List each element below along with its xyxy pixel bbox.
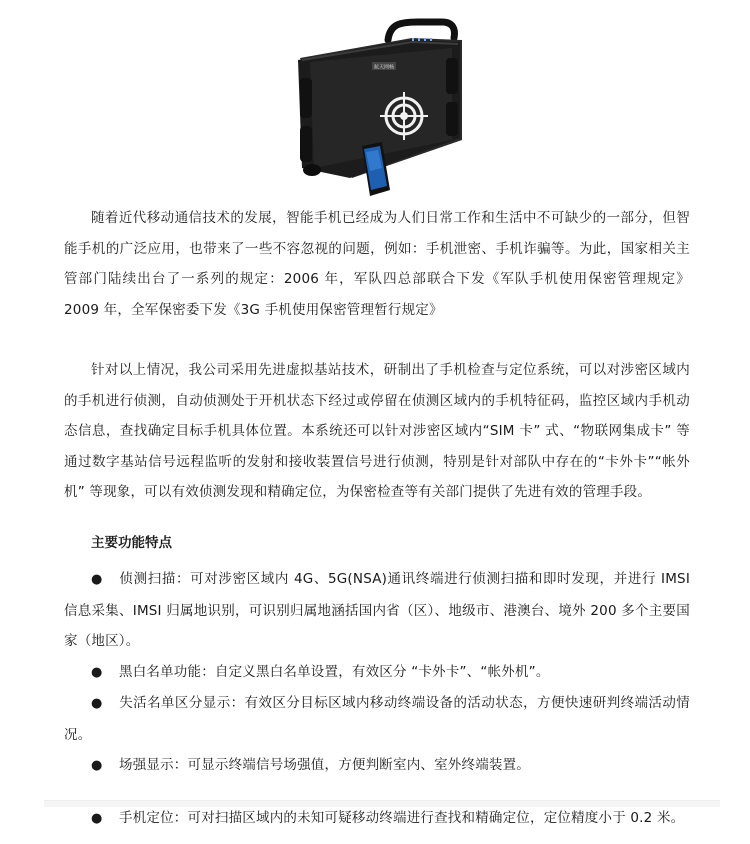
feature-text: 侦测扫描：可对涉密区域内 4G、5G(NSA)通讯终端进行侦测扫描和即时发现，并进行 IMSI 信息采集、IMSI 归属地识别，可识别归属地涵括国内省（区）、地级市、港澳台、境外 200 多个主要国家（地区）。 bbox=[64, 571, 690, 649]
case-logo-text: 航天网畅 bbox=[373, 64, 395, 71]
bullet-icon: ● bbox=[91, 664, 103, 680]
rugged-case-illustration bbox=[292, 18, 466, 200]
feature-item-blackwhite-list bbox=[64, 657, 690, 689]
feature-item-scan bbox=[64, 564, 690, 657]
section-title: 主要功能特点 bbox=[91, 534, 172, 551]
feature-text: 手机定位：可对扫描区域内的未知可疑移动终端进行查找和精确定位，定位精度小于 0.2 米。 bbox=[119, 810, 685, 826]
feature-text: 场强显示：可显示终端信号场强值，方便判断室内、室外终端装置。 bbox=[119, 757, 530, 773]
bullet-icon: ● bbox=[91, 696, 103, 711]
feature-text: 失活名单区分显示：有效区分目标区域内移动终端设备的活动状态，方便快速研判终端活动情况。 bbox=[64, 695, 690, 743]
bullet-icon: ● bbox=[91, 572, 103, 587]
feature-item-inactive-list bbox=[64, 688, 690, 750]
solution-paragraph: 针对以上情况，我公司采用先进虚拟基站技术，研制出了手机检查与定位系统，可以对涉密区域内的手机进行侦测，自动侦测处于开机状态下经过或停留在侦测区域内的手机特征码，监控区域内手机动态信息，查找确定目标手机具体位置。本系统还可以针对涉密区域内“SIM 卡” 式、“物联网集成卡” 等通过数字基站信号远程监听的发射和接收装置信号进行侦测，特别是针对部队中存在的“卡外卡”“帐外机” 等现象，可以有效侦测发现和精确定位，为保密检查等有关部门提供了先进有效的管理手段。 bbox=[64, 362, 690, 500]
intro-paragraph: 随着近代移动通信技术的发展，智能手机已经成为人们日常工作和生活中不可缺少的一部分，但智能手机的广泛应用，也带来了一些不容忽视的问题，例如：手机泄密、手机诈骗等。为此，国家相关主管部门陆续出台了一系列的规定：2006 年，军队四总部联合下发《军队手机使用保密管理规定》 2009 年，全军保密委下发《3G 手机使用保密管理暂行规定》 bbox=[64, 210, 690, 318]
feature-list bbox=[64, 564, 690, 782]
article-body bbox=[64, 203, 690, 782]
feature-item-signal-strength bbox=[64, 750, 690, 782]
bullet-icon: ● bbox=[91, 758, 103, 773]
bullet-icon: ● bbox=[91, 811, 103, 826]
feature-text: 黑白名单功能：自定义黑白名单设置，有效区分 “卡外卡”、“帐外机”。 bbox=[119, 663, 550, 680]
product-image bbox=[292, 18, 466, 200]
feature-item-locate bbox=[64, 803, 690, 835]
